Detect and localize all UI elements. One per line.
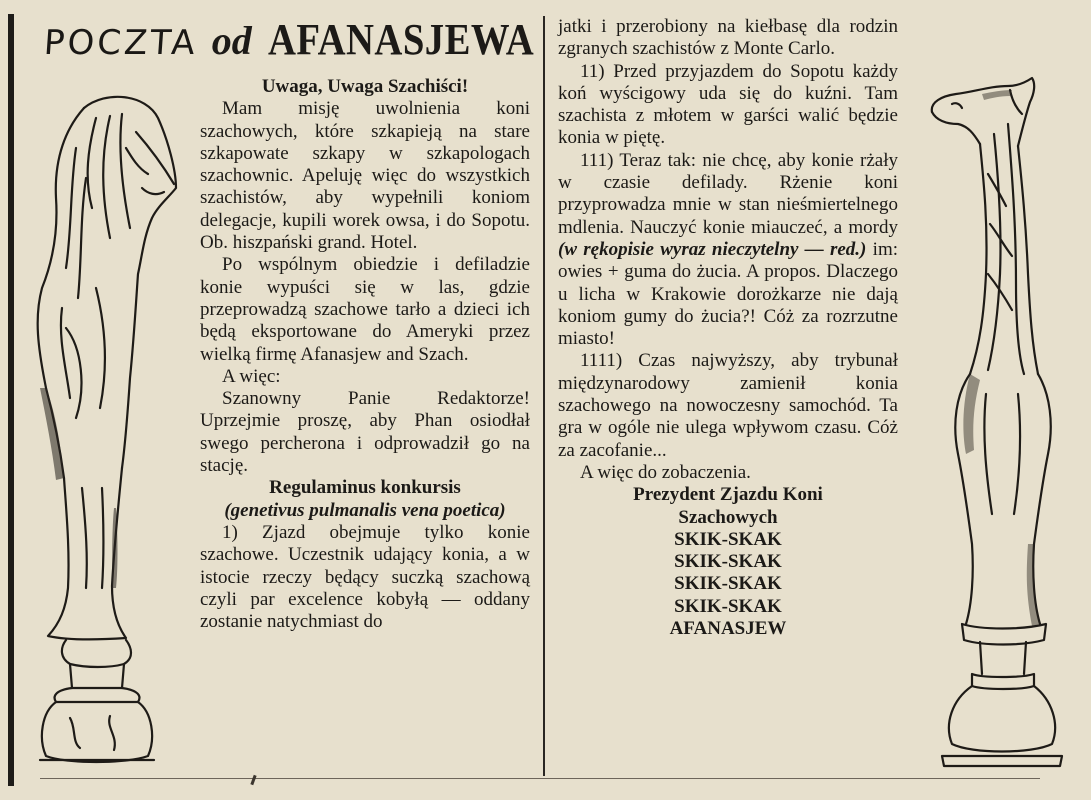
bottom-rule	[40, 778, 1040, 779]
poczta-lettering: POCZTA	[42, 23, 200, 63]
column1-paragraph-1: Mam misję uwolnienia koni szachowych, które szkapieją na stare szkapowate szkapy w szkapologach szachownic. Apeluję więc do wszystkich szachistów, aby wypełnili koniom delegacje, kupili worek owsa, i do Sopotu. Ob. hiszpański grand. Hotel.	[200, 98, 530, 254]
signature-line: Szachowych	[678, 506, 778, 528]
signature-line: SKIK-SKAK	[674, 528, 782, 550]
column2-paragraph-1: 11) Przed przyjazdem do Sopotu każdy koń wyścigowy uda się do kuźni. Tam szachista z młotem w garści walić będzie konia w piętę.	[558, 60, 898, 149]
column2-paragraph-2-start: 111) Teraz tak: nie chcę, aby konie rżały w czasie defilady. Rżenie koni przyprowadza mnie w stan nieśmiertelnego mdlenia. Nauczyć konie miauczeć, a mordy	[558, 149, 898, 238]
column1-paragraph-2: Po wspólnym obiedzie i defiladzie konie wypuści się w las, gdzie przeprowadzą szachowe tarło a dzieci ich będą eksportowane do Ameryki przez wielką firmę Afanasjew and Szach.	[200, 254, 530, 365]
signature-line: AFANASJEW	[669, 618, 787, 640]
column1-paragraph-4: Szanowny Panie Redaktorze! Uprzejmie proszę, aby Phan osiodłał swego percherona i odprowadził go na stację.	[200, 388, 530, 477]
column2-paragraph-2-end: im: owies + guma do żucia. A propos. Dlaczego u licha w Krakowie dorożkarze nie dają koniom gumy do żucia?! Cóż za rozrzutne miasto!	[558, 238, 899, 350]
signature-block	[558, 484, 898, 640]
chess-knight-left-icon	[26, 88, 186, 772]
column-divider	[543, 16, 545, 776]
chess-knight-right-icon	[922, 74, 1072, 774]
column1-heading: Uwaga, Uwaga Szachiści!	[261, 76, 469, 97]
regulamin-subtitle: (genetivus pulmanalis vena poetica)	[224, 499, 506, 521]
column1-paragraph-5: 1) Zjazd obejmuje tylko konie szachowe. Uczestnik udający konia, a w istocie rzeczy będący suczką szachową czyli par excelence kobyłą — oddany zostanie natychmiast do	[200, 521, 530, 633]
print-mark	[250, 775, 256, 785]
column2-editor-note: (w rękopisie wyraz nieczytelny — red.)	[558, 238, 867, 260]
article-column-2	[558, 16, 898, 640]
regulamin-title: Regulaminus konkursis	[269, 477, 461, 499]
column2-paragraph-0: jatki i przerobiony na kiełbasę dla rodzin zgranych szachistów z Monte Carlo.	[558, 16, 898, 60]
column1-paragraph-3: A więc:	[222, 365, 281, 387]
signature-line: SKIK-SKAK	[674, 551, 782, 573]
signature-line: SKIK-SKAK	[674, 573, 782, 595]
header-od: od	[211, 18, 252, 63]
left-border-rule	[8, 14, 14, 786]
article-column-1	[200, 76, 530, 633]
signature-line: Prezydent Zjazdu Koni	[633, 484, 823, 506]
column2-paragraph-4: A więc do zobaczenia.	[580, 461, 751, 483]
column2-paragraph-2	[558, 150, 898, 351]
header-name: AFANASJEWA	[267, 15, 534, 64]
column2-paragraph-3: 1111) Czas najwyższy, aby trybunał międzynarodowy zamienił konia szachowego na nowoczesny samochód. Ta gra w ogóle nie ulega wpływom czasu. Cóż za zacofanie...	[558, 350, 898, 461]
signature-line: SKIK-SKAK	[674, 595, 782, 617]
article-header	[44, 14, 534, 68]
